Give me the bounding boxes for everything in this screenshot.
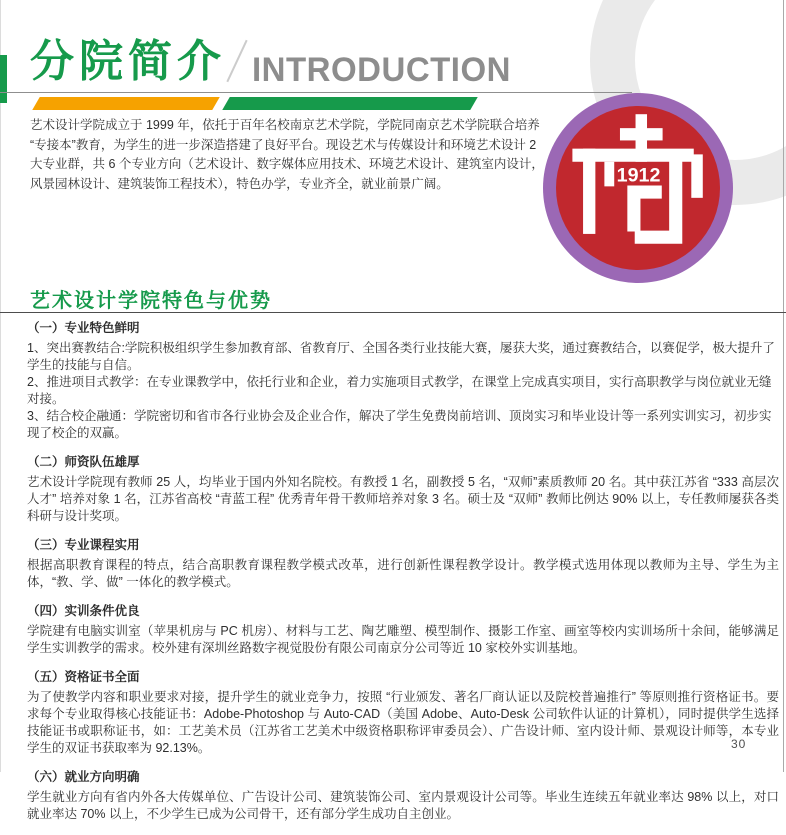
header-rule-line [0, 92, 632, 93]
feature-heading: （五）资格证书全面 [27, 669, 779, 686]
feature-body: 根据高职教育课程的特点，结合高职教育课程教学模式改革，进行创新性课程教学设计。教学模式选用体现以教师为主导、学生为主体，“教、学、做” 一体化的教学模式。 [27, 557, 779, 591]
feature-line: 3、结合校企融通：学院密切和省市各行业协会及企业合作，解决了学生免费岗前培训、顶岗实习和毕业设计等一系列实训实习，初步实现了校企的双赢。 [27, 408, 779, 442]
orange-decor-bar [32, 97, 220, 110]
masthead [30, 38, 511, 86]
feature-section-3 [27, 537, 779, 591]
right-page-border [783, 0, 784, 772]
intro-line: “专接本”教育，为学生的进一步深造搭建了良好平台。现设艺术与传媒设计和环境艺术设计 2 [30, 136, 545, 156]
section-title: 艺术设计学院特色与优势 [30, 284, 272, 313]
feature-body: 艺术设计学院现有教师 25 人，均毕业于国内外知名院校。有教授 1 名，副教授 5 名，“双师”素质教师 20 名。其中获江苏省 “333 高层次人才” 培养对象 1 名，江苏省高校 “青蓝工程” 优秀青年骨干教师培养对象 3 名。硕士及 “双师” 教师比例达 90% 以上，专任教师屡获各类科研与设计奖项。 [27, 474, 779, 525]
college-logo [543, 93, 733, 283]
feature-line: 1、突出赛教结合:学院积极组织学生参加教育部、省教育厅、全国各类行业技能大赛，屡获大奖，通过赛教结合，以赛促学，极大提升了学生的技能与自信。 [27, 340, 779, 374]
intro-paragraph [30, 116, 545, 194]
feature-section-1 [27, 320, 779, 442]
section-underline [0, 312, 786, 313]
intro-line: 大专业群，共 6 个专业方向（艺术设计、数字媒体应用技术、环境艺术设计、建筑室内设计， [30, 155, 545, 175]
feature-heading: （二）师资队伍雄厚 [27, 454, 779, 471]
stylized-nan-emblem-icon [556, 106, 720, 270]
page-number: 30 [731, 737, 746, 751]
feature-line: 2、推进项目式教学：在专业课教学中，依托行业和企业，着力实施项目式教学，在课堂上完成真实项目，实行高职教学与岗位就业无缝对接。 [27, 374, 779, 408]
features-list [27, 320, 779, 835]
feature-body: 为了使教学内容和职业要求对接，提升学生的就业竞争力，按照 “行业颁发、著名厂商认证以及院校普遍推行” 等原则推行资格证书。要求每个专业取得核心技能证书：Adobe-Photoshop 与 Auto-CAD（美国 Adobe、Auto-Desk 公司软件认证的计算机），同时提供学生选择技能证书或职称证书，如：工艺美术员（江苏省工艺美术中级资格职称评审委员会）、广告设计师、室内设计师、景观设计师等，本专业学生的双证书获取率为 92.13%。 [27, 689, 779, 757]
feature-heading: （一）专业特色鲜明 [27, 320, 779, 337]
left-green-accent-bar [0, 55, 7, 103]
logo-inner-red-circle [556, 106, 720, 270]
feature-heading: （三）专业课程实用 [27, 537, 779, 554]
feature-section-5 [27, 669, 779, 757]
intro-line: 风景园林设计、建筑装饰工程技术），特色办学，专业齐全，就业前景广阔。 [30, 175, 545, 195]
green-decor-bar [222, 97, 478, 110]
feature-heading: （四）实训条件优良 [27, 603, 779, 620]
page-title-chinese: 分院简介 [30, 38, 226, 86]
feature-section-2 [27, 454, 779, 525]
feature-heading: （六）就业方向明确 [27, 769, 779, 786]
diagonal-divider [226, 40, 247, 83]
feature-body: 学院建有电脑实训室（苹果机房与 PC 机房）、材料与工艺、陶艺雕塑、模型制作、摄影工作室、画室等校内实训场所十余间，能够满足学生实训教学的需求。校外建有深圳丝路数字视觉股份有限公司南京分公司等近 10 家校外实训基地。 [27, 623, 779, 657]
feature-section-6 [27, 769, 779, 823]
page-title-english: INTRODUCTION [252, 51, 511, 86]
feature-body: 学生就业方向有省内外各大传媒单位、广告设计公司、建筑装饰公司、室内景观设计公司等。毕业生连续五年就业率达 98% 以上，对口就业率达 70% 以上，不少学生已成为公司骨干，还有部分学生成功自主创业。 [27, 789, 779, 823]
intro-line: 艺术设计学院成立于 1999 年，依托于百年名校南京艺术学院，学院同南京艺术学院联合培养 [30, 116, 545, 136]
left-page-border [0, 0, 1, 772]
feature-section-4 [27, 603, 779, 657]
logo-year-text: 1912 [617, 164, 661, 186]
